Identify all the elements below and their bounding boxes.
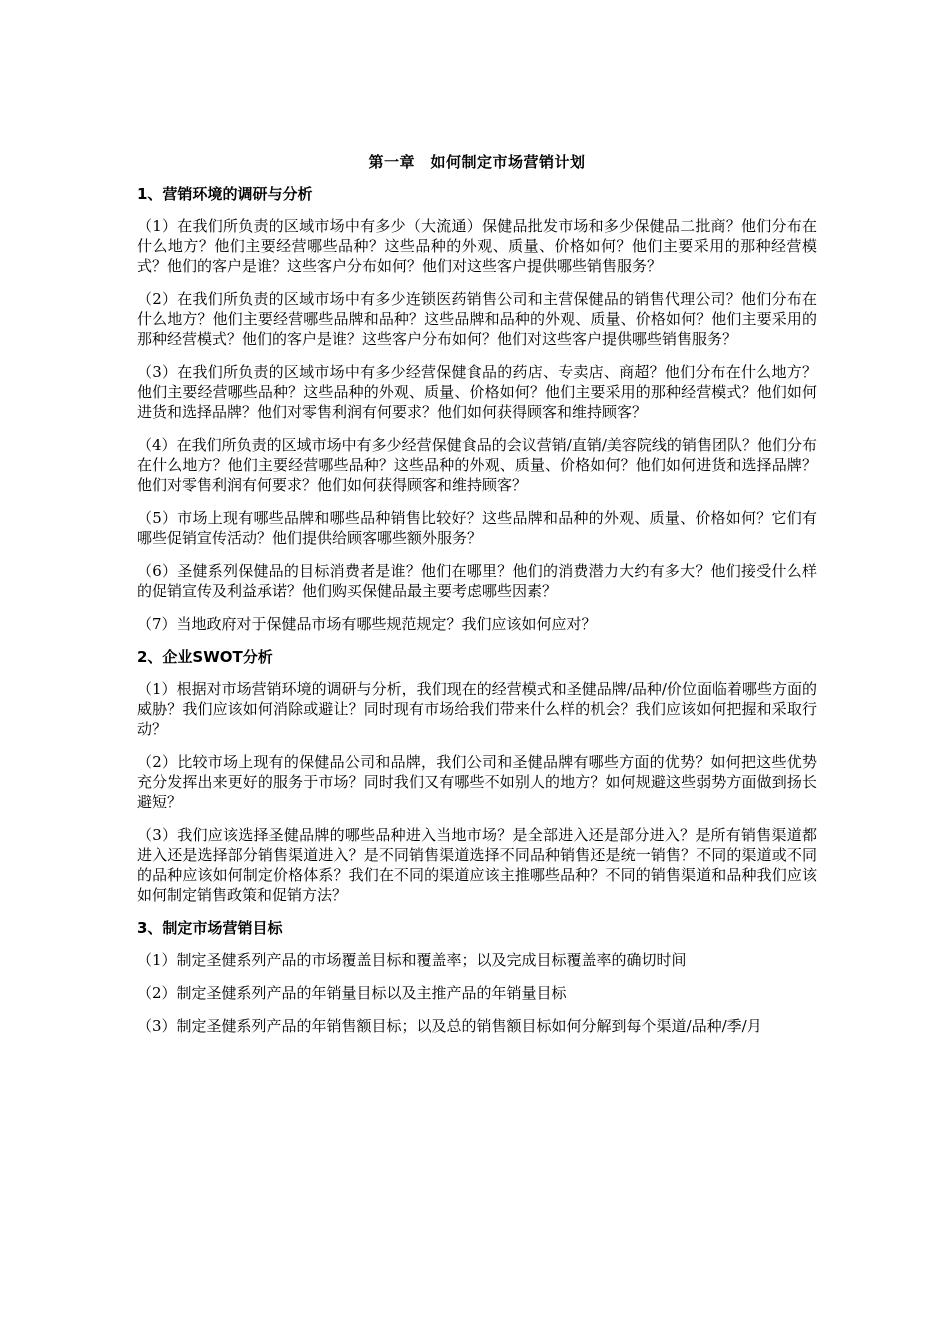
paragraph: （7）当地政府对于保健品市场有哪些规范规定？我们应该如何应对？ <box>137 615 597 633</box>
paragraph: （2）比较市场上现有的保健品公司和品牌，我们公司和圣健品牌有哪些方面的优势？如何把这些优势充分发挥出来更好的服务于市场？同时我们又有哪些不如别人的地方？如何规避这些弱势方面做到扬长避短？ <box>137 753 817 811</box>
section-heading: 2、企业SWOT分析 <box>137 648 273 666</box>
paragraph: （6）圣健系列保健品的目标消费者是谁？他们在哪里？他们的消费潜力大约有多大？他们接受什么样的促销宣传及利益承诺？他们购买保健品最主要考虑哪些因素？ <box>137 562 817 600</box>
paragraph: （2）在我们所负责的区域市场中有多少连锁医药销售公司和主营保健品的销售代理公司？他们分布在什么地方？他们主要经营哪些品牌和品种？这些品牌和品种的外观、质量、价格如何？他们主要采用的那种经营模式？他们的客户是谁？这些客户分布如何？他们对这些客户提供哪些销售服务？ <box>137 290 817 348</box>
chapter-title: 第一章 如何制定市场营销计划 <box>368 153 586 171</box>
paragraph: （3）在我们所负责的区域市场中有多少经营保健食品的药店、专卖店、商超？他们分布在什么地方？他们主要经营哪些品种？这些品种的外观、质量、价格如何？他们主要采用的那种经营模式？他们如何进货和选择品牌？他们对零售利润有何要求？他们如何获得顾客和维持顾客？ <box>137 363 817 421</box>
section-heading: 3、制定市场营销目标 <box>137 919 283 937</box>
section-swot-analysis <box>137 647 817 905</box>
paragraph: （3）制定圣健系列产品的年销售额目标；以及总的销售额目标如何分解到每个渠道/品种/季/月 <box>137 1017 762 1035</box>
document-page <box>137 152 817 1049</box>
section-heading: 1、营销环境的调研与分析 <box>137 185 313 203</box>
paragraph: （1）根据对市场营销环境的调研与分析，我们现在的经营模式和圣健品牌/品种/价位面临着哪些方面的威胁？我们应该如何消除或避让？同时现有市场给我们带来什么样的机会？我们应该如何把握和采取行动？ <box>137 680 817 738</box>
paragraph: （1）制定圣健系列产品的市场覆盖目标和覆盖率；以及完成目标覆盖率的确切时间 <box>137 951 687 969</box>
paragraph: （3）我们应该选择圣健品牌的哪些品种进入当地市场？是全部进入还是部分进入？是所有销售渠道都进入还是选择部分销售渠道进入？是不同销售渠道选择不同品种销售还是统一销售？不同的渠道或不同的品种应该如何制定价格体系？我们在不同的渠道应该主推哪些品种？不同的销售渠道和品种我们应该如何制定销售政策和促销方法？ <box>137 826 817 904</box>
section-marketing-goals <box>137 918 817 1036</box>
paragraph: （1）在我们所负责的区域市场中有多少（大流通）保健品批发市场和多少保健品二批商？他们分布在什么地方？他们主要经营哪些品种？这些品种的外观、质量、价格如何？他们主要采用的那种经营模式？他们的客户是谁？这些客户分布如何？他们对这些客户提供哪些销售服务？ <box>137 217 817 275</box>
paragraph: （5）市场上现有哪些品牌和哪些品种销售比较好？这些品牌和品种的外观、质量、价格如何？它们有哪些促销宣传活动？他们提供给顾客哪些额外服务？ <box>137 509 817 547</box>
paragraph: （4）在我们所负责的区域市场中有多少经营保健食品的会议营销/直销/美容院线的销售团队？他们分布在什么地方？他们主要经营哪些品种？这些品种的外观、质量、价格如何？他们如何进货和选择品牌？他们对零售利润有何要求？他们如何获得顾客和维持顾客？ <box>137 436 817 494</box>
paragraph: （2）制定圣健系列产品的年销量目标以及主推产品的年销量目标 <box>137 984 567 1002</box>
section-market-research <box>137 184 817 634</box>
